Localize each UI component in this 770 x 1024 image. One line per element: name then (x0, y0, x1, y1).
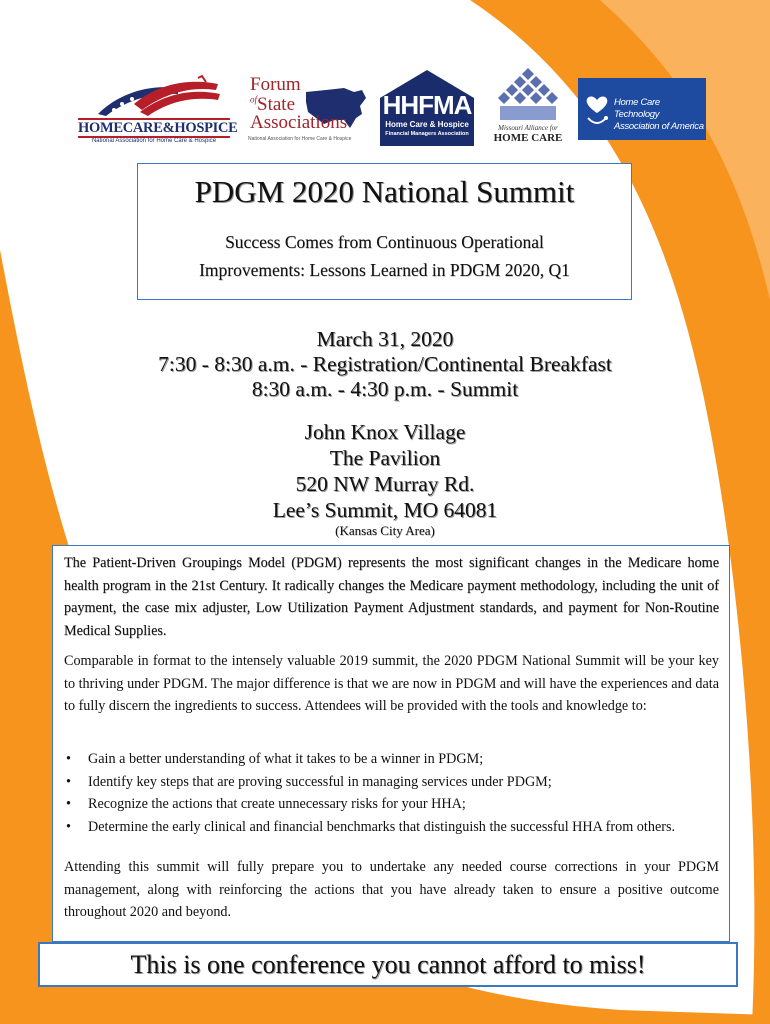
fsa-logo-subtitle: National Association for Home Care & Hospice (248, 136, 352, 142)
list-item-text: Recognize the actions that create unnecessary risks for your HHA; (88, 796, 466, 812)
list-item-text: Identify key steps that are proving successful in managing services under PDGM; (88, 773, 552, 790)
list-item (64, 816, 719, 839)
bullet-dot: • (66, 773, 71, 790)
description-box (52, 545, 730, 942)
mahc-logo-line2: HOME CARE (493, 132, 563, 144)
list-item-text: Gain a better understanding of what it takes to be a winner in PDGM; (88, 751, 484, 767)
fsa-logo-line3: Associations (250, 112, 348, 133)
hhfma-logo-mono: HHFMA (382, 90, 472, 120)
flag-logo-icon (78, 74, 230, 118)
list-item-text: Determine the early clinical and financial benchmarks that distinguish the successful HHA from others. (88, 818, 676, 835)
fsa-logo (244, 74, 370, 146)
footer-callout-box (38, 942, 738, 987)
nahc-logo-name: HOMECARE&HOSPICE (78, 120, 238, 136)
nahc-logo-subtitle: National Association for Home Care & Hospice (91, 138, 217, 144)
closing-paragraph: Attending this summit will fully prepare you to undertake any needed course corrections in your PDGM management, along with reinforcing the actions that you have already taken to ensure a positive outcome throughout 2020 and beyond. (64, 859, 719, 920)
list-item (64, 793, 719, 816)
heart-monitor-icon (582, 86, 612, 132)
fsa-logo-line1: Forum (250, 74, 301, 95)
subtitle-line1: Success Comes from Continuous Operational (225, 232, 544, 252)
mahc-logo-line1: Missouri Alliance for (498, 124, 558, 132)
list-item (64, 748, 719, 771)
fsa-logo-state: State (257, 94, 296, 115)
page-subtitle (138, 228, 631, 284)
event-summit-time: 8:30 a.m. - 4:30 p.m. - Summit (251, 377, 519, 401)
intro-paragraph: The Patient-Driven Groupings Model (PDGM) represents the most significant changes in the Medicare home health program in the 21st Century. It radically changes the Medicare payment methodology, including the unit of payment, the case mix adjuster, Low Utilization Payment Adjustment standards, and payment for Non-Routine Medical Supplies. (64, 555, 719, 639)
nahc-logo (78, 74, 238, 146)
hcta-logo-line2: Association of America (614, 121, 704, 132)
summit-paragraph: Comparable in format to the intensely valuable 2019 summit, the 2020 PDGM National Summit will be your key to thriving under PDGM. The major difference is that we are now in PDGM and will have the experiences and data to fully discern the ingredients to success. Attendees will be provided with the tools and knowledge to: (64, 653, 719, 714)
bullet-dot: • (66, 751, 71, 767)
venue-room: The Pavilion (329, 446, 441, 470)
fsa-logo-of: of (250, 94, 258, 105)
list-item (64, 771, 719, 794)
footer-callout: This is one conference you cannot afford to miss! (130, 950, 646, 979)
title-box (137, 163, 632, 300)
venue-name: John Knox Village (304, 420, 466, 444)
hhfma-logo-line1: Home Care & Hospice (385, 120, 469, 129)
bullet-dot: • (66, 818, 71, 835)
venue-address: 520 NW Murray Rd. (295, 472, 475, 496)
hcta-logo-text (614, 97, 706, 133)
subtitle-line2: Improvements: Lessons Learned in PDGM 2020, Q1 (199, 260, 570, 280)
event-registration: 7:30 - 8:30 a.m. - Registration/Continental Breakfast (158, 352, 612, 376)
bullet-dot: • (66, 796, 71, 812)
event-date: March 31, 2020 (316, 327, 454, 351)
diamond-houses-icon (496, 66, 560, 122)
benefits-list (64, 748, 719, 838)
hcta-logo-line1: Home Care Technology (614, 97, 660, 120)
hhfma-logo (378, 68, 476, 146)
venue-area: (Kansas City Area) (335, 523, 435, 538)
page-title: PDGM 2020 National Summit (194, 174, 575, 209)
hhfma-logo-line2: Financial Managers Association (385, 131, 469, 137)
mahc-logo (486, 66, 570, 146)
hcta-logo (578, 78, 706, 140)
venue-city: Lee’s Summit, MO 64081 (272, 498, 498, 522)
